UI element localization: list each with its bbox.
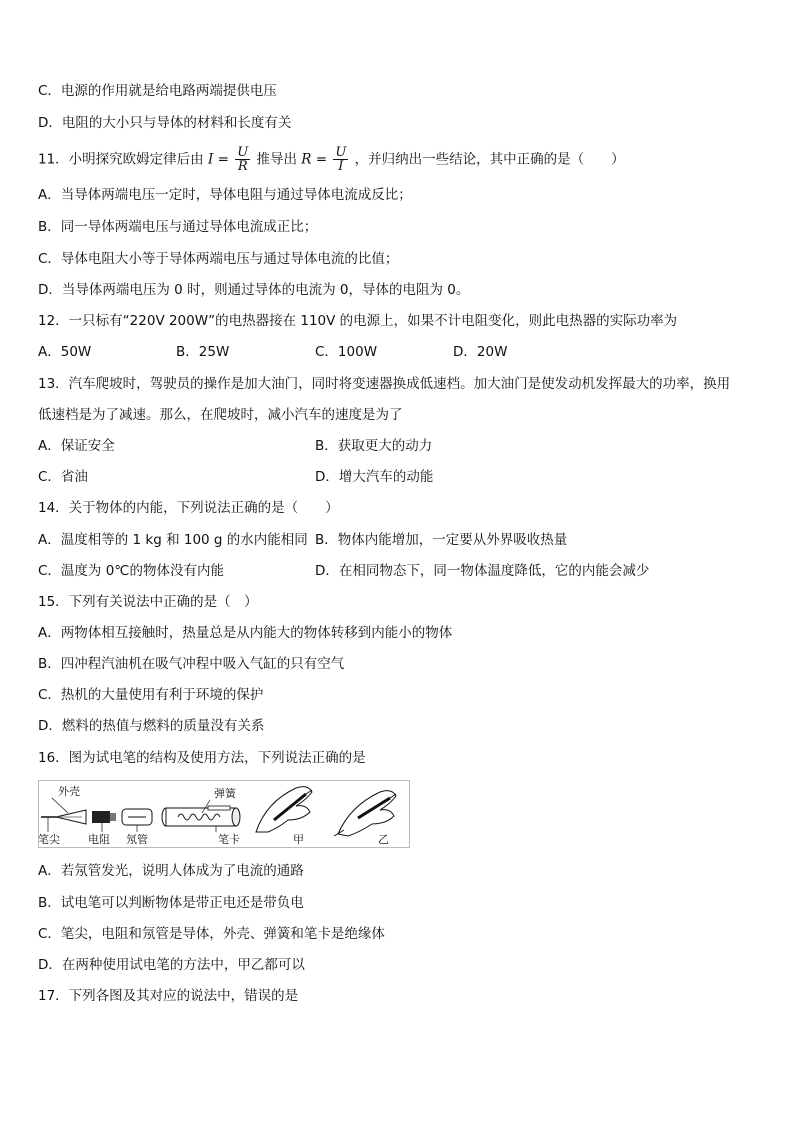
q12-option-a: A．50W bbox=[38, 344, 92, 360]
q17-stem: 17．下列各图及其对应的说法中，错误的是 bbox=[38, 988, 299, 1004]
q15-option-d: D．燃料的热值与燃料的质量没有关系 bbox=[38, 718, 265, 734]
label-tip: 笔尖 bbox=[38, 833, 60, 846]
q16-option-c: C．笔尖，电阻和氖管是导体，外壳、弹簧和笔卡是绝缘体 bbox=[38, 926, 385, 942]
q14-option-a: A．温度相等的 1 kg 和 100 g 的水内能相同 bbox=[38, 532, 308, 548]
q10-option-d: D．电阻的大小只与导体的材料和长度有关 bbox=[38, 115, 292, 131]
q13-stem-line1: 13．汽车爬坡时，驾驶员的操作是加大油门，同时将变速器换成低速档。加大油门是使发动机发挥最大的功率，换用 bbox=[38, 376, 731, 392]
q11-formula2-numerator: U bbox=[335, 145, 347, 160]
q16-stem: 16．图为试电笔的结构及使用方法，下列说法正确的是 bbox=[38, 750, 366, 766]
q13-option-d: D．增大汽车的动能 bbox=[315, 469, 434, 485]
label-jia: 甲 bbox=[293, 833, 304, 846]
q11-formula1-fraction bbox=[235, 146, 250, 173]
q11-formula1-lhs: I bbox=[207, 151, 214, 168]
q10-option-c: C．电源的作用就是给电路两端提供电压 bbox=[38, 83, 277, 99]
label-neon: 氖管 bbox=[126, 833, 148, 846]
q11-option-c: C．导体电阻大小等于导体两端电压与通过导体电流的比值； bbox=[38, 251, 399, 267]
label-spring: 弹簧 bbox=[214, 787, 236, 800]
q11-formula2-fraction bbox=[333, 146, 348, 173]
q11-option-a: A．当导体两端电压一定时，导体电阻与通过导体电流成反比； bbox=[38, 187, 412, 203]
q11-formula2-lhs: R bbox=[301, 151, 312, 168]
q12-stem: 12．一只标有“220V 200W”的电热器接在 110V 的电源上，如果不计电阻变化，则此电热器的实际功率为 bbox=[38, 313, 678, 329]
q11-formula1-numerator: U bbox=[237, 145, 249, 160]
q16-option-d: D．在两种使用试电笔的方法中，甲乙都可以 bbox=[38, 957, 305, 973]
q14-option-b: B．物体内能增加，一定要从外界吸收热量 bbox=[315, 532, 568, 548]
q11-formula1-denominator: R bbox=[237, 159, 248, 174]
q14-stem: 14．关于物体的内能，下列说法正确的是（ ） bbox=[38, 500, 339, 516]
q11-stem: 11．小明探究欧姆定律后由 I = $\frac{U}{R}$ 推导出 R = $\frac{U}{I}$ ，并归纳出一些结论，其中正确的是（ ） bbox=[38, 145, 625, 174]
q13-option-c: C．省油 bbox=[38, 469, 88, 485]
q11-suffix: ，并归纳出一些结论，其中正确的是（ ） bbox=[354, 151, 625, 168]
q12-option-b: B．25W bbox=[176, 344, 230, 360]
q11-option-d: D．当导体两端电压为 0 时，则通过导体的电流为 0，导体的电阻为 0。 bbox=[38, 282, 470, 298]
q12-option-d: D．20W bbox=[453, 344, 508, 360]
q15-option-b: B．四冲程汽油机在吸气冲程中吸入气缸的只有空气 bbox=[38, 656, 345, 672]
label-yi: 乙 bbox=[378, 833, 389, 846]
label-clip: 笔卡 bbox=[218, 833, 240, 846]
q15-option-a: A．两物体相互接触时，热量总是从内能大的物体转移到内能小的物体 bbox=[38, 625, 453, 641]
q11-prefix: 11．小明探究欧姆定律后由 bbox=[38, 151, 204, 168]
test-pen-figure bbox=[38, 780, 410, 848]
q15-option-c: C．热机的大量使用有利于环境的保护 bbox=[38, 687, 264, 703]
q13-option-b: B．获取更大的动力 bbox=[315, 438, 433, 454]
q14-option-d: D．在相同物态下，同一物体温度降低，它的内能会减少 bbox=[315, 563, 650, 579]
test-pen-diagram bbox=[38, 780, 410, 848]
label-shell: 外壳 bbox=[58, 785, 80, 798]
q11-mid: 推导出 bbox=[256, 151, 297, 168]
q11-option-b: B．同一导体两端电压与通过导体电流成正比； bbox=[38, 219, 318, 235]
q16-option-a: A．若氖管发光，说明人体成为了电流的通路 bbox=[38, 863, 304, 879]
q11-formula2-denominator: I bbox=[338, 159, 344, 174]
q13-option-a: A．保证安全 bbox=[38, 438, 115, 454]
q16-option-b: B．试电笔可以判断物体是带正电还是带负电 bbox=[38, 895, 304, 911]
q14-option-c: C．温度为 0℃的物体没有内能 bbox=[38, 563, 224, 579]
q13-stem-line2: 低速档是为了减速。那么，在爬坡时，减小汽车的速度是为了 bbox=[38, 407, 403, 423]
q15-stem: 15．下列有关说法中正确的是（ ） bbox=[38, 594, 258, 610]
q12-option-c: C．100W bbox=[315, 344, 378, 360]
label-resistor: 电阻 bbox=[88, 833, 110, 846]
